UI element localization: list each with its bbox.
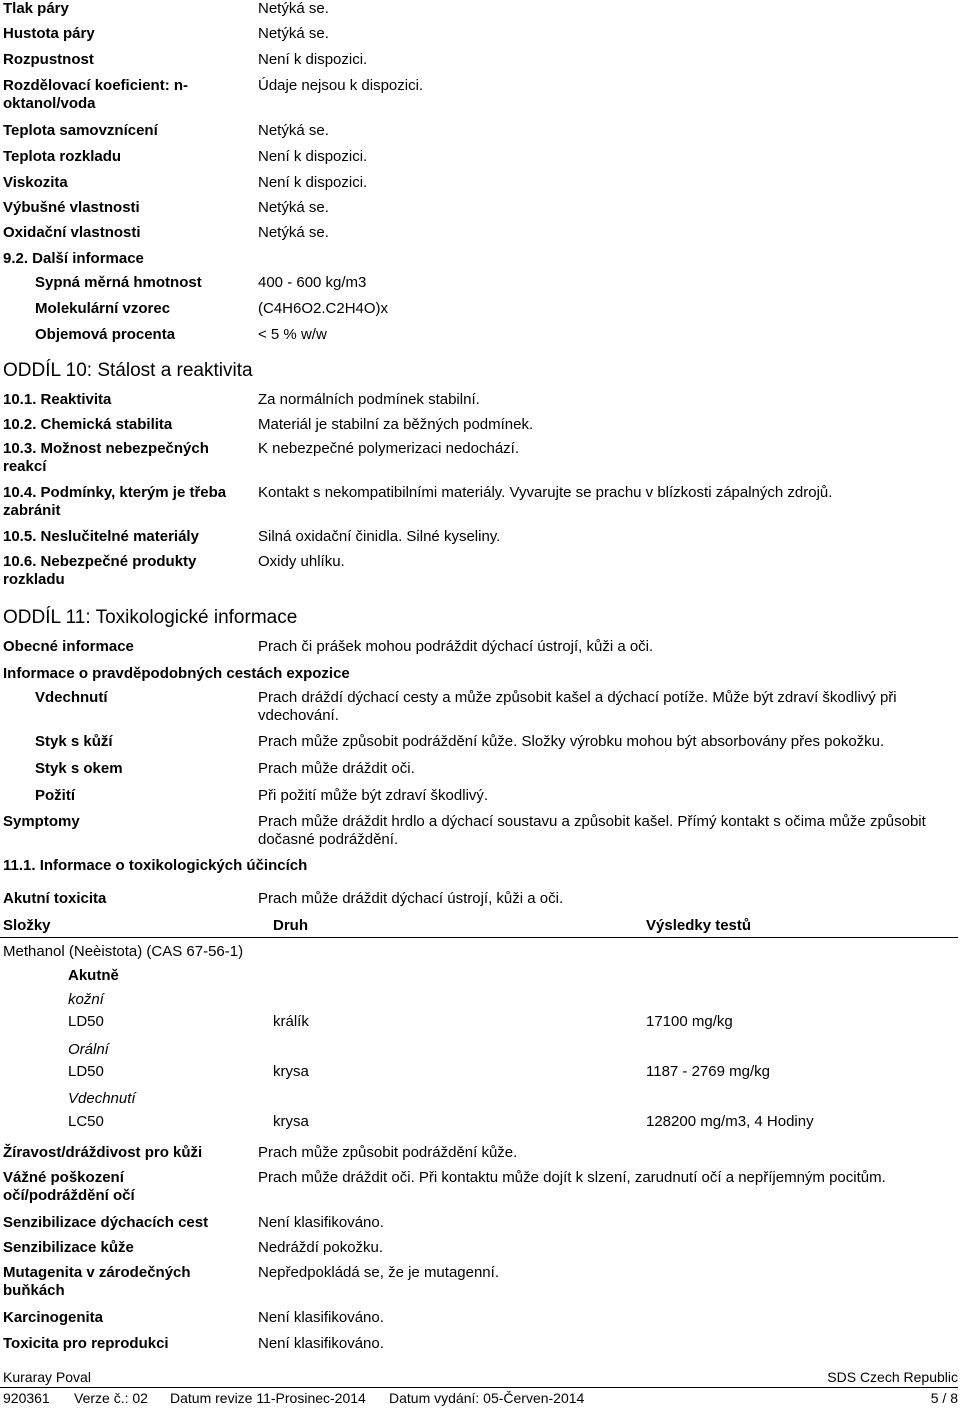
hazard-value: Nepředpokládá se, že je mutagenní. [258,1264,499,1281]
row-label: 10.3. Možnost nebezpečných reakcí [3,440,209,475]
hazard-label: Žíravost/dráždivost pro kůži [3,1144,203,1161]
prop-value: Údaje nejsou k dispozici. [258,77,424,94]
prop-label: Tlak páry [3,0,69,17]
subsection-heading: 9.2. Další informace [3,250,144,267]
hazard-value: Prach může způsobit podráždění kůže. [258,1144,518,1161]
exposure-label: Styk s kůží [35,733,113,750]
row-label: 10.4. Podmínky, kterým je třeba zabránit [3,484,227,519]
symptoms-label: Symptomy [3,813,80,830]
footer-issued: Datum vydání: 05-Červen-2014 [389,1390,585,1406]
column-header: Složky [3,917,51,934]
section-title: ODDÍL 10: Stálost a reaktivita [3,360,253,381]
prop-value: Není k dispozici. [258,174,368,191]
prop-value: Není k dispozici. [258,51,368,68]
route-label: kožní [68,991,104,1008]
component-name: Methanol (Neèistota) (CAS 67-56-1) [3,943,244,960]
subsection-heading: 11.1. Informace o toxikologických účincích [3,857,308,874]
exposure-label: Styk s okem [35,760,123,777]
prop-value: Netýká se. [258,122,329,139]
hazard-value: Není klasifikováno. [258,1335,384,1352]
hazard-label: Vážné poškození očí/podráždění očí [3,1169,135,1204]
section-title: ODDÍL 11: Toxikologické informace [3,607,298,628]
prop-value: Není k dispozici. [258,148,368,165]
test-result: 1187 - 2769 mg/kg [646,1063,770,1080]
acute-value: Prach může dráždit dýchací ústrojí, kůži a oči. [258,890,564,907]
prop-label: Viskozita [3,174,68,191]
info-label: Molekulární vzorec [35,300,171,317]
species: krysa [273,1113,309,1130]
hazard-label: Senzibilizace kůže [3,1239,134,1256]
prop-label: Teplota rozkladu [3,148,122,165]
row-label: 10.2. Chemická stabilita [3,416,173,433]
exposure-label: Požití [35,787,75,804]
exposure-value: Při požití může být zdraví škodlivý. [258,787,489,804]
route-label: Orální [68,1041,109,1058]
row-value: Za normálních podmínek stabilní. [258,391,480,408]
info-value: (C4H6O2.C2H4O)x [258,300,389,317]
acute-label: Akutní toxicita [3,890,107,907]
exposure-value: Prach může způsobit podráždění kůže. Složky výrobku mohou být absorbovány přes pokožku. [258,733,885,750]
footer-version: Verze č.: 02 [74,1390,148,1406]
hazard-label: Karcinogenita [3,1309,104,1326]
exposure-heading: Informace o pravděpodobných cestách expozice [3,665,350,682]
symptoms-value: Prach může dráždit hrdlo a dýchací soustavu a způsobit kašel. Přímý kontakt s očima může způsobit dočasné podráždění. [258,813,926,848]
exposure-value: Prach dráždí dýchací cesty a může způsobit kašel a dýchací potíže. Může být zdraví škodlivý při vdechování. [258,689,897,724]
hazard-value: Není klasifikováno. [258,1309,384,1326]
row-label: 10.6. Nebezpečné produkty rozkladu [3,553,197,588]
column-header: Výsledky testů [646,917,752,934]
footer-rule [0,1387,958,1388]
hazard-value: Nedráždí pokožku. [258,1239,384,1256]
prop-label: Teplota samovznícení [3,122,158,139]
prop-value: Netýká se. [258,0,329,17]
exposure-value: Prach může dráždit oči. [258,760,415,777]
info-value: 400 - 600 kg/m3 [258,274,367,291]
info-label: Objemová procenta [35,326,176,343]
species: králík [273,1013,309,1030]
general-label: Obecné informace [3,638,134,655]
row-value: Silná oxidační činidla. Silné kyseliny. [258,528,501,545]
row-value: Kontakt s nekompatibilními materiály. Vyvarujte se prachu v blízkosti zápalných zdrojů. [258,484,833,501]
test-result: 128200 mg/m3, 4 Hodiny [646,1113,814,1130]
hazard-label: Toxicita pro reprodukci [3,1335,169,1352]
prop-label: Oxidační vlastnosti [3,224,141,241]
row-label: 10.5. Neslučitelné materiály [3,528,199,545]
footer-code: 920361 [3,1390,50,1406]
prop-label: Hustota páry [3,25,95,42]
species: krysa [273,1063,309,1080]
test-result: 17100 mg/kg [646,1013,733,1030]
footer-sds: SDS Czech Republic [827,1369,958,1385]
row-value: Materiál je stabilní za běžných podmínek. [258,416,534,433]
table-rule [0,937,958,938]
exposure-label: Vdechnutí [35,689,108,706]
prop-label: Výbušné vlastnosti [3,199,140,216]
test-type: LC50 [68,1113,104,1130]
test-type: LD50 [68,1063,104,1080]
footer-page-number: 5 / 8 [930,1390,958,1406]
acute-heading: Akutně [68,967,119,984]
prop-value: Netýká se. [258,224,329,241]
info-label: Sypná měrná hmotnost [35,274,202,291]
row-value: Oxidy uhlíku. [258,553,345,570]
footer-revision: Datum revize 11-Prosinec-2014 [170,1390,366,1406]
footer-product: Kuraray Poval [3,1369,91,1385]
prop-value: Netýká se. [258,199,329,216]
route-label: Vdechnutí [68,1090,136,1107]
prop-label: Rozdělovací koeficient: n-oktanol/voda [3,77,189,112]
row-label: 10.1. Reaktivita [3,391,112,408]
prop-value: Netýká se. [258,25,329,42]
prop-label: Rozpustnost [3,51,94,68]
hazard-value: Prach může dráždit oči. Při kontaktu může dojít k slzení, zarudnutí očí a nepříjemným pocitům. [258,1169,886,1186]
general-value: Prach či prášek mohou podráždit dýchací ústrojí, kůži a oči. [258,638,654,655]
info-value: < 5 % w/w [258,326,327,343]
test-type: LD50 [68,1013,104,1030]
row-value: K nebezpečné polymerizaci nedochází. [258,440,519,457]
hazard-label: Senzibilizace dýchacích cest [3,1214,209,1231]
hazard-label: Mutagenita v zárodečných buňkách [3,1264,191,1299]
column-header: Druh [273,917,308,934]
hazard-value: Není klasifikováno. [258,1214,384,1231]
